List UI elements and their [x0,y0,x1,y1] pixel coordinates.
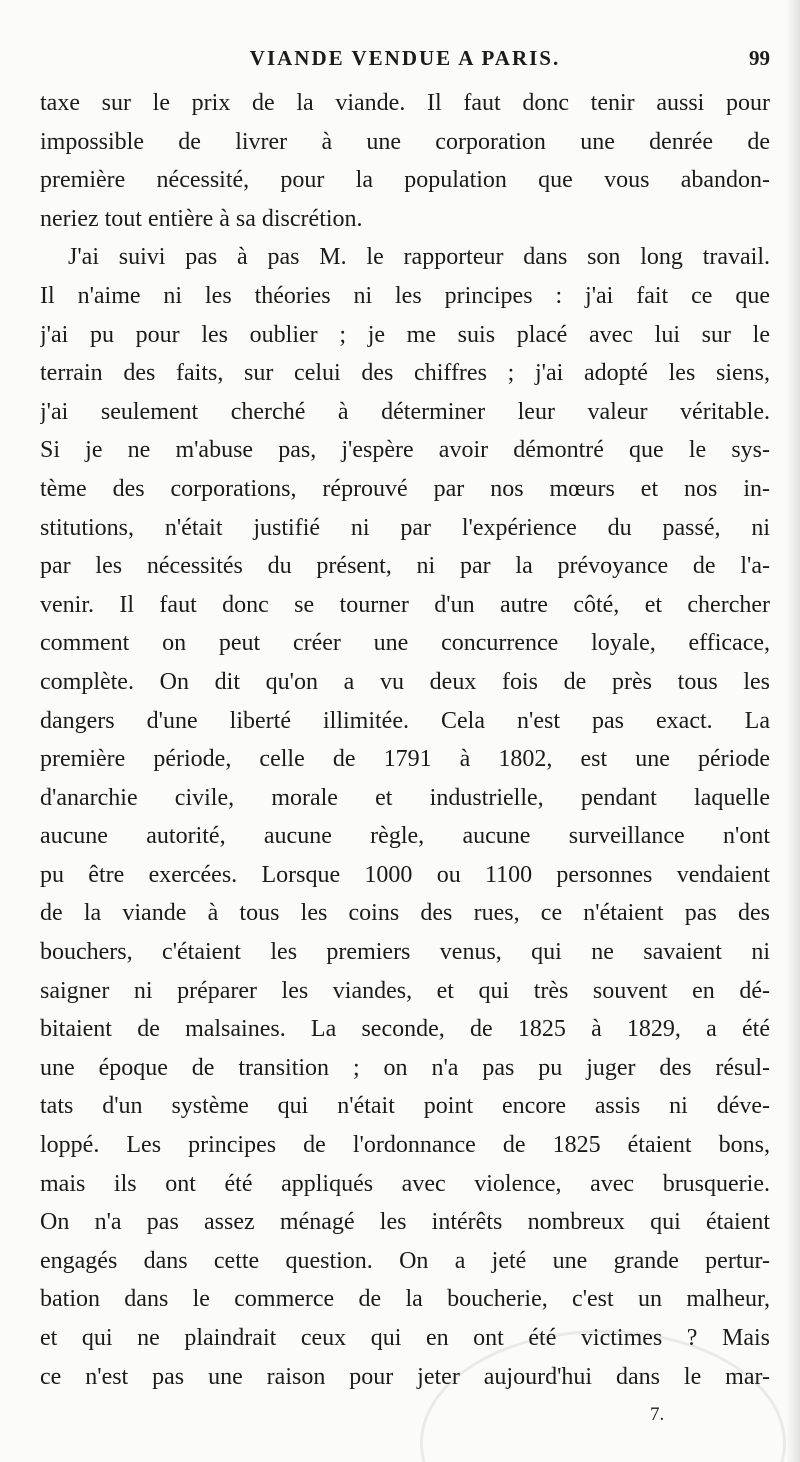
text-line: ce n'est pas une raison pour jeter aujourd'hui dans le mar- [40,1363,770,1390]
text-line: J'ai suivi pas à pas M. le rapporteur dans son long travail. [68,244,770,271]
text-line: bitaient de malsaines. La seconde, de 1825 à 1829, a été [40,1016,770,1043]
running-head: VIANDE VENDUE A PARIS. [249,46,561,70]
text-line: de la viande à tous les coins des rues, ce n'étaient pas des [40,900,770,927]
text-line: première période, celle de 1791 à 1802, est une période [40,746,770,773]
text-line: dangers d'une liberté illimitée. Cela n'est pas exact. La [40,707,770,734]
text-line: mais ils ont été appliqués avec violence, avec brusquerie. [40,1170,770,1197]
signature-mark: 7. [650,1404,665,1425]
page-spine-shadow [786,0,800,1462]
text-line: On n'a pas assez ménagé les intérêts nombreux qui étaient [40,1209,770,1236]
text-line: j'ai pu pour les oublier ; je me suis placé avec lui sur le [40,321,770,348]
text-line: stitutions, n'était justifié ni par l'expérience du passé, ni [40,514,770,541]
text-line: par les nécessités du présent, ni par la prévoyance de l'a- [40,553,770,580]
text-line: venir. Il faut donc se tourner d'un autre côté, et chercher [40,591,770,618]
text-line: loppé. Les principes de l'ordonnance de 1825 étaient bons, [40,1132,770,1159]
page-header [40,40,770,80]
text-line: d'anarchie civile, morale et industrielle, pendant laquelle [40,784,770,811]
text-line: engagés dans cette question. On a jeté une grande pertur- [40,1247,770,1274]
text-line: j'ai seulement cherché à déterminer leur valeur véritable. [40,398,770,425]
text-line: Il n'aime ni les théories ni les principes : j'ai fait ce que [40,282,770,309]
text-line: saigner ni préparer les viandes, et qui très souvent en dé- [40,977,770,1004]
text-line: bouchers, c'étaient les premiers venus, qui ne savaient ni [40,939,770,966]
text-line: tats d'un système qui n'était point encore assis ni déve- [40,1093,770,1120]
text-line: aucune autorité, aucune règle, aucune surveillance n'ont [40,823,770,850]
text-line: impossible de livrer à une corporation une denrée de [40,128,770,155]
text-line: bation dans le commerce de la boucherie, c'est un malheur, [40,1286,770,1313]
text-line: comment on peut créer une concurrence loyale, efficace, [40,630,770,657]
page-number: 99 [749,46,770,70]
text-line: pu être exercées. Lorsque 1000 ou 1100 personnes vendaient [40,861,770,888]
text-line: tème des corporations, réprouvé par nos mœurs et nos in- [40,475,770,502]
text-line: neriez tout entière à sa discrétion. [40,205,363,232]
text-line: Si je ne m'abuse pas, j'espère avoir démontré que le sys- [40,437,770,464]
text-line: première nécessité, pour la population que vous abandon- [40,167,770,194]
text-line: terrain des faits, sur celui des chiffres ; j'ai adopté les siens, [40,360,770,387]
text-line: et qui ne plaindrait ceux qui en ont été victimes ? Mais [40,1325,770,1351]
text-line: taxe sur le prix de la viande. Il faut donc tenir aussi pour [40,90,770,116]
body-text [40,84,770,1396]
text-line: complète. On dit qu'on a vu deux fois de près tous les [40,668,770,695]
text-line: une époque de transition ; on n'a pas pu juger des résul- [40,1054,770,1081]
